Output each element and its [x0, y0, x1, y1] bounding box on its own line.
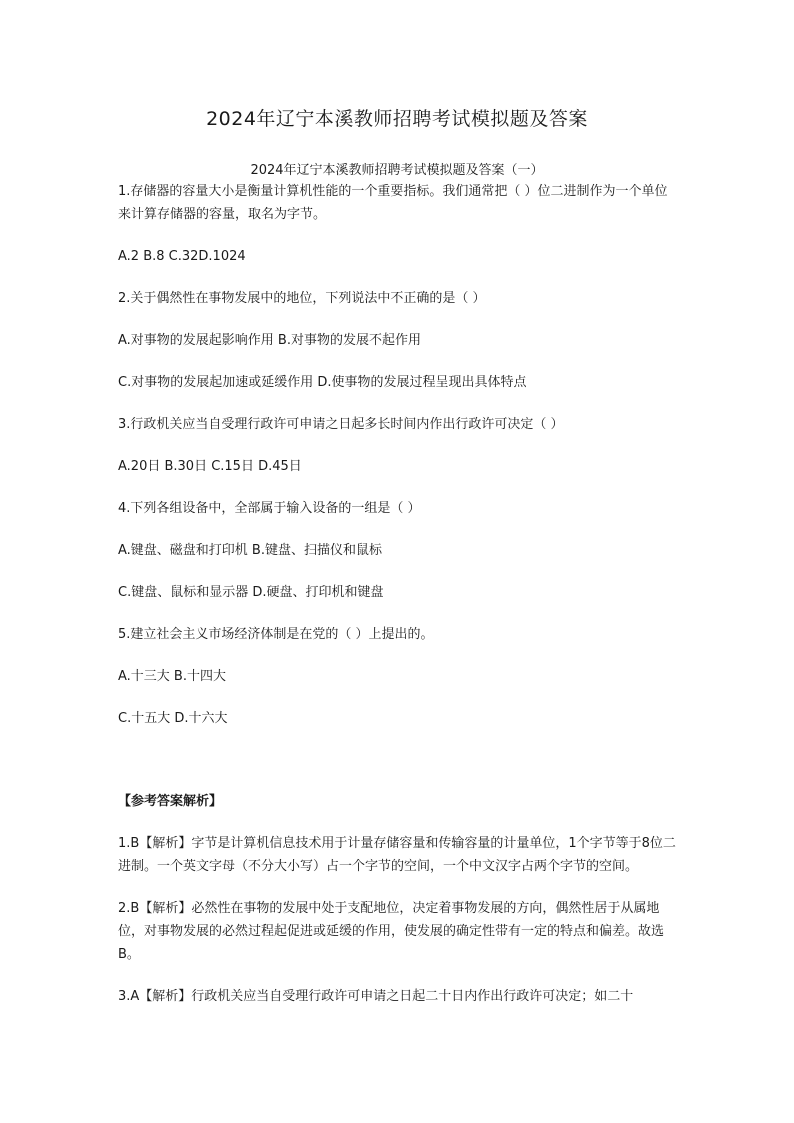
question-4-options-cd: C.键盘、鼠标和显示器 D.硬盘、打印机和键盘 [118, 585, 384, 600]
question-4-options-ab: A.键盘、磁盘和打印机 B.键盘、扫描仪和鼠标 [118, 543, 382, 558]
answers-heading: 【参考答案解析】 [118, 794, 223, 809]
question-4-stem: 4.下列各组设备中，全部属于输入设备的一组是（ ） [118, 501, 421, 516]
document-subtitle: 2024年辽宁本溪教师招聘考试模拟题及答案（一） [250, 163, 544, 178]
answer-1: 1.B【解析】字节是计算机信息技术用于计量存储容量和传输容量的计量单位，1个字节等于8位二进制。一个英文字母（不分大小写）占一个字节的空间，一个中文汉字占两个字节的空间。 [118, 836, 676, 874]
answer-2: 2.B【解析】必然性在事物的发展中处于支配地位，决定着事物发展的方向，偶然性居于从属地位，对事物发展的必然过程起促进或延缓的作用，使发展的确定性带有一定的特点和偏差。故选B。 [118, 901, 665, 962]
question-2-stem: 2.关于偶然性在事物发展中的地位，下列说法中不正确的是（ ） [118, 291, 486, 306]
question-3-options: A.20日 B.30日 C.15日 D.45日 [118, 459, 302, 474]
question-2-options-ab: A.对事物的发展起影响作用 B.对事物的发展不起作用 [118, 333, 421, 348]
document-body [118, 180, 678, 1008]
question-1-stem: 1.存储器的容量大小是衡量计算机性能的一个重要指标。我们通常把（ ）位二进制作为一个单位来计算存储器的容量，取名为字节。 [118, 184, 668, 222]
answer-3: 3.A【解析】行政机关应当自受理行政许可申请之日起二十日内作出行政许可决定；如二十 [118, 989, 634, 1004]
question-3-stem: 3.行政机关应当自受理行政许可申请之日起多长时间内作出行政许可决定（ ） [118, 417, 564, 432]
question-2-options-cd: C.对事物的发展起加速或延缓作用 D.使事物的发展过程呈现出具体特点 [118, 375, 527, 390]
question-5-options-cd: C.十五大 D.十六大 [118, 711, 228, 726]
document-title: 2024年辽宁本溪教师招聘考试模拟题及答案 [206, 108, 588, 130]
question-5-stem: 5.建立社会主义市场经济体制是在党的（ ）上提出的。 [118, 627, 434, 642]
question-5-options-ab: A.十三大 B.十四大 [118, 669, 226, 684]
question-1-options: A.2 B.8 C.32D.1024 [118, 249, 246, 264]
